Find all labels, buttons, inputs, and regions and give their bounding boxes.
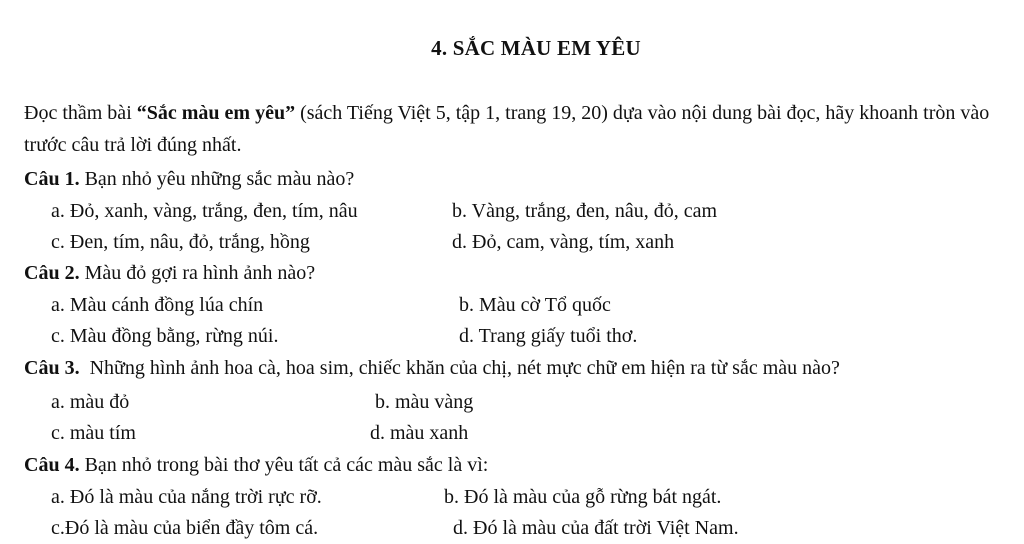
question-2-label: Câu 2. [24,262,80,284]
question-4-text: Bạn nhỏ trong bài thơ yêu tất cả các màu sắc là vì: [79,454,489,476]
title-text: 4. SẮC MÀU EM YÊU [431,36,641,60]
question-4 [24,450,488,481]
page-title [0,33,1024,64]
q2-option-c[interactable]: c. Màu đồng bằng, rừng núi. [51,325,279,347]
question-4-label: Câu 4. [24,454,80,476]
q2-option-a[interactable]: a. Màu cánh đồng lúa chín [51,294,264,316]
q4-option-c[interactable]: c.Đó là màu của biển đầy tôm cá. [51,517,319,539]
question-3-text: Những hình ảnh hoa cà, hoa sim, chiếc khăn của chị, nét mực chữ em hiện ra từ sắc màu nào? [79,357,840,379]
q3-option-c[interactable]: c. màu tím [51,422,136,444]
instructions [24,97,999,161]
question-1 [24,164,354,195]
q2-option-d[interactable]: d. Trang giấy tuổi thơ. [459,325,638,347]
q4-option-a[interactable]: a. Đó là màu của nắng trời rực rỡ. [51,486,322,508]
question-2 [24,258,315,289]
question-3-label: Câu 3. [24,357,80,379]
q3-option-a[interactable]: a. màu đỏ [51,391,130,413]
question-3 [24,353,840,384]
q3-option-d[interactable]: d. màu xanh [370,422,469,444]
question-2-text: Màu đỏ gợi ra hình ảnh nào? [79,262,316,284]
intro-rest: (sách Tiếng Việt 5, tập 1, trang 19, 20) dựa vào nội dung bài đọc, hãy khoanh tròn vào trước câu trả lời đúng nhất. [24,102,990,156]
intro-prefix: Đọc thầm bài [24,102,137,124]
q4-option-b[interactable]: b. Đó là màu của gỗ rừng bát ngát. [444,486,722,508]
q1-option-b[interactable]: b. Vàng, trắng, đen, nâu, đỏ, cam [452,200,718,222]
intro-reading-title: “Sắc màu em yêu” [136,102,296,124]
q4-option-d[interactable]: d. Đó là màu của đất trời Việt Nam. [453,517,739,539]
question-1-text: Bạn nhỏ yêu những sắc màu nào? [79,168,355,190]
q3-option-b[interactable]: b. màu vàng [375,391,474,413]
q2-option-b[interactable]: b. Màu cờ Tổ quốc [459,294,611,316]
q1-option-c[interactable]: c. Đen, tím, nâu, đỏ, trắng, hồng [51,231,310,253]
q1-option-d[interactable]: d. Đỏ, cam, vàng, tím, xanh [452,231,675,253]
q1-option-a[interactable]: a. Đỏ, xanh, vàng, trắng, đen, tím, nâu [51,200,358,222]
question-1-label: Câu 1. [24,168,80,190]
